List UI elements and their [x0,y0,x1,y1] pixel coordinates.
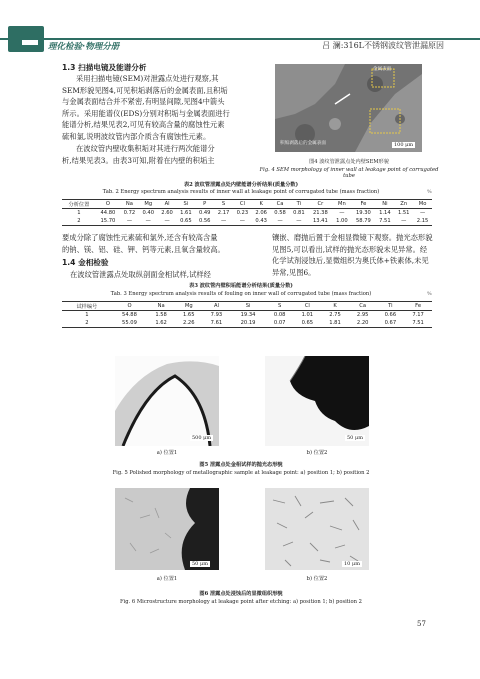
figure-6b-label: b) 位置2 [306,576,328,582]
table-header-cell: Si [183,201,189,207]
table-cell: 0.07 [273,320,286,326]
table-cell: 19.30 [355,210,371,216]
table-header-cell: O [127,303,132,309]
table-cell: 44.80 [100,210,116,216]
table-cell: 1 [85,312,89,318]
table-2-header-row [62,200,432,209]
table-2-caption-en: Tab. 2 Energy spectrum analysis results of inner wall at leakage point of corrugated tube (mass fraction) [102,189,380,195]
figure-6b-drawing [265,488,369,570]
table-cell: 54.88 [122,312,137,318]
table-cell: 7.51 [412,320,424,326]
table-3-caption-en: Tab. 3 Energy spectrum analysis results of fouling on inner wall of corrugated tube (mass fraction) [110,291,372,297]
figure-4-caption-en: Fig. 4 SEM morphology of inner wall at leakage point of corrugated tube [259,167,439,179]
section-1-3-paragraph-1 [62,73,267,143]
table-cell: 20.19 [240,320,256,326]
table-header-cell: Ca [359,303,367,309]
table-header-cell: Al [164,201,170,207]
section-1-4-heading: 1.4 金相检验 [62,258,109,267]
table-cell: 1.14 [379,210,391,216]
table-header-cell: K [259,201,263,207]
table-cell: 1.65 [182,312,195,318]
table-header-cell: Ti [296,201,302,207]
table-header-cell: Fe [415,303,422,309]
table-cell: — [239,218,245,224]
table-cell: 0.40 [142,210,155,216]
table-cell: 2 [85,320,89,326]
table-header-cell: Ni [382,201,388,207]
paragraph-line: 能谱分析,结果见表2,可见有较高含量的腐蚀性元素 [62,120,225,130]
figure-6b-scale-bar: 10 μm [344,561,360,567]
paragraph-line-cont: 的钠、镁、铝、硅、钾、钙等元素,且氧含量较高。 [62,244,225,254]
figure-5a-scale-bar: 500 μm [192,435,212,441]
table-header-cell: Cl [239,201,245,207]
figure-5-caption-en: Fig. 5 Polished morphology of metallographic sample at leakage point: a) position 1; b) position 2 [112,470,370,476]
figure-5-caption-cn: 图5 泄露点处金相试样的抛光态形貌 [199,462,283,468]
table-header-cell: Al [213,303,219,309]
paragraph-line: 析,结果见表3。由表3可知,附着在内壁的积垢主 [62,155,215,165]
table-header-cell: K [333,303,337,309]
table-cell: 7.51 [379,218,391,224]
table-header-cell: Fe [360,201,367,207]
table-cell: 2.60 [161,210,173,216]
table-cell: 0.65 [301,320,314,326]
figure-4-label-peeled: 积垢剥落后的金属表面 [280,141,326,146]
table-row [62,209,432,218]
table-cell: 1.61 [180,210,192,216]
table-header-cell: Mg [144,201,153,207]
table-cell: 0.23 [236,210,249,216]
table-cell: 0.65 [180,218,192,224]
table-row [62,217,432,226]
table-cell: 2.26 [182,320,195,326]
figure-5b-drawing [265,356,369,446]
figure-6a-image [115,488,219,570]
table-cell: 2.20 [356,320,369,326]
table-header-cell: Zn [400,201,408,207]
table-header-cell: Na [157,303,165,309]
table-cell: 55.09 [122,320,137,326]
table-cell: — [164,218,170,224]
table-cell: 2.17 [217,210,230,216]
table-cell: 2.95 [356,312,369,318]
table-cell: 1.00 [336,218,348,224]
table-cell: 1.62 [155,320,167,326]
table-cell: 21.38 [312,210,328,216]
figure-6a-label: a) 位置1 [156,576,178,582]
table-cell: 2.15 [416,218,429,224]
table-header-cell: Ti [388,303,393,309]
table-cell: — [419,210,426,216]
table-cell: 19.34 [240,312,256,318]
table-cell: — [401,218,407,224]
table-2 [62,199,432,226]
figure-6a-scale-bar: 50 μm [192,561,208,567]
table-cell: — [277,218,283,224]
section-1-3-paragraph-2 [62,143,267,166]
table-row [62,311,432,320]
table-cell: 0.43 [255,218,267,224]
table-header-cell: Mg [184,303,193,309]
paragraph-line-cont: 见图5,可以看出,试样的抛光态形貌未见异常。经 [272,244,428,254]
table-cell: 7.17 [412,312,424,318]
table-cell: — [220,218,227,224]
table-cell: 2.06 [255,210,267,216]
table-cell: — [126,218,132,224]
figure-5a-image [115,356,219,446]
table-cell: 1 [77,210,81,216]
table-cell: 58.79 [355,218,371,224]
figure-5b-image [265,356,369,446]
table-cell: 1.81 [329,320,341,326]
table-cell: 0.58 [274,210,286,216]
table-header-cell: O [105,201,110,207]
paragraph-line-cont: 镶嵌、磨抛后置于金相显微镜下观察。抛光态形貌 [272,233,433,242]
table-cell: 0.56 [198,218,211,224]
figure-5b-scale-bar: 50 μm [347,435,363,441]
figure-4-sem-image [275,64,422,152]
figure-6a-drawing [115,488,219,570]
table-2-caption-cn: 表2 波纹管泄露点处内壁能谱分析结果(质量分数) [183,182,299,188]
figure-6b-image [265,488,369,570]
journal-name: 理化检验·物理分册 [48,42,120,52]
table-header-cell: Cr [317,201,324,207]
table-header-cell: Na [125,201,133,207]
table-header-cell: S [278,303,282,309]
running-title: 吕 澜:316L不锈钢波纹管泄漏原因 [322,41,444,50]
table-3-caption-cn: 表3 波纹管内壁积垢能谱分析结果(质量分数) [189,283,293,289]
table-3-unit: % [427,291,432,297]
table-cell: — [145,218,151,224]
table-cell: 15.70 [100,218,116,224]
section-1-3-paragraph-3 [62,232,267,255]
table-cell: 1.51 [397,210,410,216]
table-3-header-row [62,302,432,311]
table-cell: 0.67 [384,320,397,326]
table-header-cell: Ca [276,201,284,207]
figure-4-caption-cn: 图4 波纹管泄露点处内壁SEM形貌 [309,159,389,165]
table-cell: — [339,210,345,216]
paragraph-line-cont: 异常,见图6。 [272,267,316,277]
paragraph-line: 采用扫描电镜(SEM)对泄露点处进行观察,其 [76,74,219,83]
paragraph-line: 与金属表面结合并不紧密,有明显间隙,见图4中箭头 [62,97,225,107]
section-1-3-heading: 1.3 扫描电镜及能谱分析 [62,63,147,72]
table-header-cell: P [203,201,207,207]
table-cell: 0.72 [123,210,136,216]
table-cell: 2 [77,218,81,224]
figure-5a-label: a) 位置1 [156,450,178,456]
table-header-cell: S [221,201,226,207]
table-header-cell: 分析位置 [68,201,90,208]
paragraph-line-cont: 要成分除了腐蚀性元素硫和氯外,还含有较高含量 [62,233,218,242]
table-cell: 1.01 [301,312,314,318]
table-2-unit: % [427,189,432,195]
paragraph-line: 硫和氯,说明波纹管内部介质含有腐蚀性元素。 [62,131,211,141]
table-cell: 0.81 [293,210,305,216]
paragraph-line: 在波纹管内壁收集积垢对其进行两次能谱分 [76,144,215,153]
figure-6-caption-en: Fig. 6 Microstructure morphology at leakage point after etching: a) position 1; b) position 2 [120,599,362,605]
table-row [62,319,432,328]
sem-texture [275,64,422,152]
section-1-4-paragraph-1: 在波纹管泄露点处取纵剖面金相试样,试样经 [70,270,211,279]
table-cell: 7.61 [210,320,223,326]
figure-4-scale-bar: 100 μm [394,142,414,148]
table-header-cell: 试样编号 [76,303,98,310]
table-3 [62,301,432,328]
table-cell: 0.49 [198,210,211,216]
paragraph-line: SEM形貌见图4,可见积垢剥落后的金属表面,且积垢 [62,85,228,95]
table-header-cell: Si [245,303,251,309]
figure-4-label-metal: 金属表面 [373,67,392,72]
paragraph-line: 所示。采用能谱仪(EDS)分别对积垢与金属表面进行 [62,108,230,118]
figure-6-caption-cn: 图6 泄露点处浸蚀后的显微组织形貌 [199,591,283,597]
figure-5b-label: b) 位置2 [306,450,328,456]
paragraph-line-cont: 化学试剂浸蚀后,显微组织为奥氏体+铁素体,未见 [272,256,429,266]
table-cell: 13.41 [312,218,328,224]
table-header-cell: Mn [338,201,346,207]
table-cell: 2.75 [329,312,341,318]
section-1-4-paragraph-2 [272,232,442,278]
table-cell: — [296,218,302,224]
table-header-cell: Cl [304,303,310,309]
table-cell: 0.08 [273,312,286,318]
page-number: 57 [417,620,426,628]
table-cell: 0.66 [384,312,397,318]
table-cell: 1.58 [155,312,167,318]
figure-5a-drawing [115,356,219,446]
table-header-cell: Mo [418,201,427,207]
table-cell: 7.93 [210,312,223,318]
